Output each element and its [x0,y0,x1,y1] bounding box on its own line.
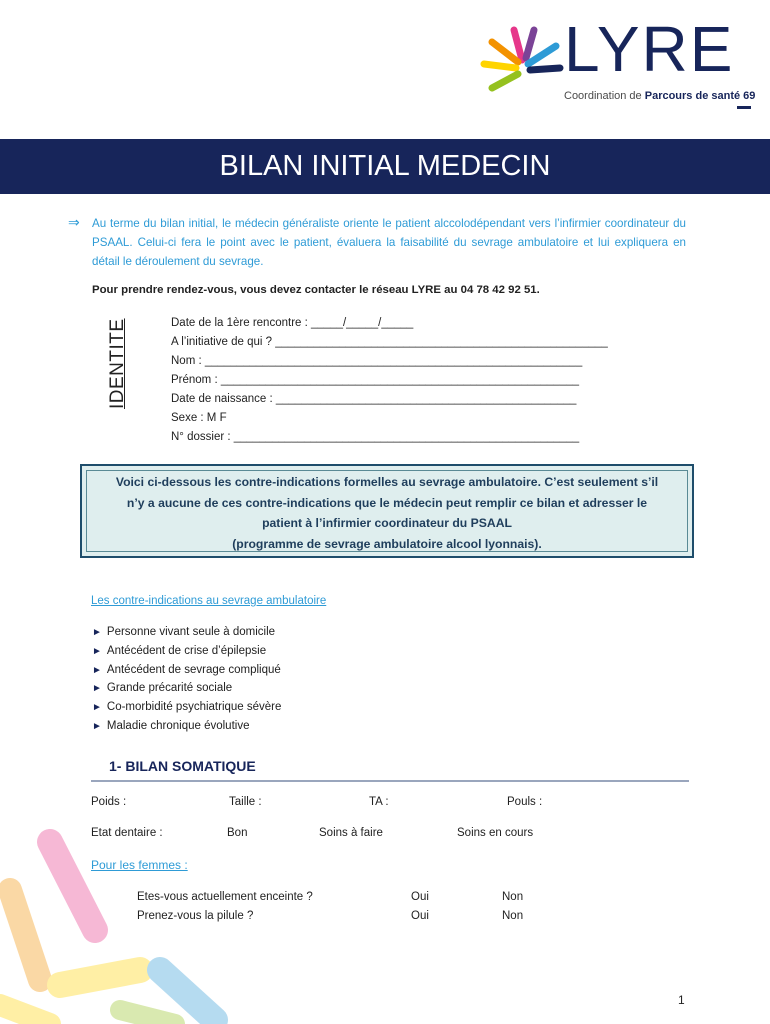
list-item-text: Antécédent de sevrage compliqué [106,664,281,676]
list-item [92,626,275,638]
poids-field[interactable]: Poids : [91,796,127,808]
contact-line: Pour prendre rendez-vous, vous devez contacter le réseau LYRE au 04 78 42 92 51. [92,284,540,296]
soins-en-cours-checkbox[interactable]: Soins en cours [457,827,534,839]
pregnant-non-checkbox[interactable]: Non [502,891,524,903]
notice-line: (programme de sevrage ambulatoire alcool lyonnais). [232,536,542,551]
soins-a-faire-checkbox[interactable]: Soins à faire [319,827,383,839]
list-item-text: Grande précarité sociale [106,682,233,694]
notice-line: n’y a aucune de ces contre-indications que le médecin peut remplir ce bilan et adresser le [126,495,648,510]
arrow-icon: ⇒ [68,214,80,230]
list-item [92,701,281,713]
list-item [92,664,281,676]
women-heading: Pour les femmes : [91,858,188,872]
sexe-field[interactable]: Sexe : M F [171,412,227,424]
list-item [92,645,266,657]
list-item [92,682,232,694]
page-number: 1 [678,993,685,1007]
list-item-text: Co-morbidité psychiatrique sévère [106,701,282,713]
nom-field[interactable]: Nom : ___________________________________________________________ [171,355,583,367]
logo-underline [737,106,751,109]
notice-line: patient à l’infirmier coordinateur du PSAAL [262,516,512,530]
birth-date-field[interactable]: Date de naissance : _______________________________________________ [171,393,577,405]
triangle-bullet-icon: ► [92,646,102,657]
triangle-bullet-icon: ► [92,721,102,732]
triangle-bullet-icon: ► [92,702,102,713]
initiative-field[interactable]: A l’initiative de qui ? ____________________________________________________ [171,336,608,348]
pill-oui-checkbox[interactable]: Oui [411,910,429,922]
pill-non-checkbox[interactable]: Non [502,910,524,922]
dossier-field[interactable]: N° dossier : ______________________________________________________ [171,431,580,443]
logo-subtitle [564,90,755,102]
identite-label: IDENTITE [107,318,128,409]
pill-checkbox[interactable]: Prenez-vous la pilule ? [137,910,254,922]
section-divider [91,780,689,782]
section-title: 1- BILAN SOMATIQUE [109,758,256,774]
intro-paragraph: Au terme du bilan initial, le médecin généraliste oriente le patient alccolodépendant vers l’infirmier coordinateur du PSAAL. Celui-ci fera le point avec le patient, évaluera la faisabilité du sevrage ambulatoire et lui expliquera en détail le déroulement du sevrage. [92,217,686,268]
taille-field[interactable]: Taille : [229,796,262,808]
pouls-field[interactable]: Pouls : [507,796,543,808]
notice-line: Voici ci-dessous les contre-indications formelles au sevrage ambulatoire. C’est seulement s’il [115,475,659,489]
list-item [92,720,249,732]
logo-subtitle-bold: Parcours de santé 69 [644,90,756,102]
notice-text [82,472,692,554]
triangle-bullet-icon: ► [92,627,102,638]
lyre-logo [478,13,758,110]
pregnant-checkbox[interactable]: Etes-vous actuellement enceinte ? [137,891,313,903]
list-item-text: Personne vivant seule à domicile [106,626,276,638]
list-item-text: Antécédent de crise d’épilepsie [106,645,267,657]
etat-dentaire-label: Etat dentaire : [91,827,163,839]
pregnant-oui-checkbox[interactable]: Oui [411,891,429,903]
logo-subtitle-prefix: Coordination de [564,90,645,102]
page-title: BILAN INITIAL MEDECIN [219,150,551,182]
first-meeting-date-field[interactable]: Date de la 1ère rencontre : _____/_____/_____ [171,317,414,329]
triangle-bullet-icon: ► [92,665,102,676]
title-band [0,139,770,194]
triangle-bullet-icon: ► [92,683,102,694]
contraindications-heading: Les contre-indications au sevrage ambulatoire [91,595,327,607]
contraindication-notice-box [80,464,694,558]
logo-word: LYRE [564,13,735,85]
list-item-text: Maladie chronique évolutive [106,720,250,732]
prenom-field[interactable]: Prénom : ________________________________________________________ [171,374,580,386]
bon-checkbox[interactable]: Bon [227,827,248,839]
logo-sunburst-icon [478,24,564,94]
ta-field[interactable]: TA : [369,796,389,808]
